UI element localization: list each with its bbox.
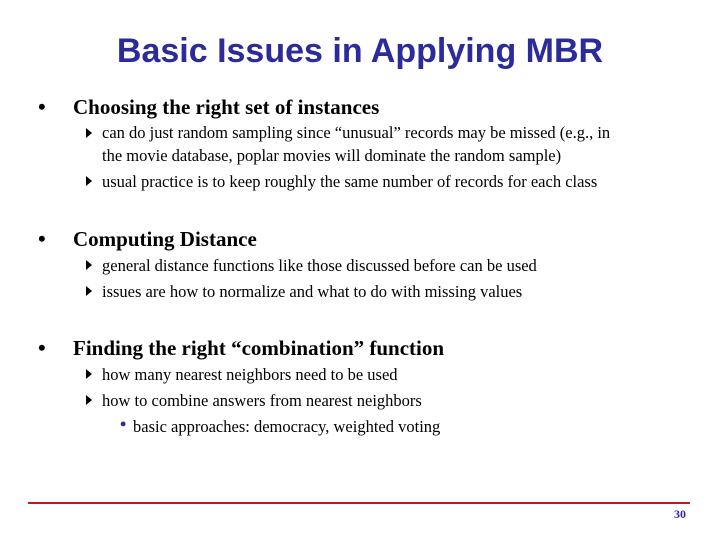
page-number: 30 [674, 507, 686, 521]
footer-divider [28, 502, 690, 504]
section-heading: Computing Distance [73, 227, 257, 251]
section-heading: Choosing the right set of instances [73, 95, 380, 119]
section-heading: Finding the right “combination” function [73, 336, 445, 360]
point-line: can do just random sampling since “unusual” records may be missed (e.g., in [102, 123, 611, 142]
section-bullet-icon: • [38, 335, 46, 360]
section-bullet-icon: • [38, 94, 46, 119]
subpoint-bullet-icon: • [120, 414, 127, 434]
point-line: general distance functions like those discussed before can be used [102, 256, 537, 275]
arrow-bullet-icon [86, 286, 92, 296]
point-line: issues are how to normalize and what to do with missing values [102, 282, 523, 301]
arrow-bullet-icon [86, 128, 92, 138]
point-line: how many nearest neighbors need to be used [102, 365, 398, 384]
subpoint-line: basic approaches: democracy, weighted voting [133, 417, 441, 436]
section-bullet-icon: • [38, 226, 46, 251]
arrow-bullet-icon [86, 395, 92, 405]
arrow-bullet-icon [86, 369, 92, 379]
point-line: usual practice is to keep roughly the same number of records for each class [102, 172, 598, 191]
slide-title: Basic Issues in Applying MBR [116, 32, 604, 70]
arrow-bullet-icon [86, 176, 92, 186]
point-line: how to combine answers from nearest neighbors [102, 391, 422, 410]
point-line: the movie database, poplar movies will dominate the random sample) [102, 146, 562, 165]
arrow-bullet-icon [86, 260, 92, 270]
